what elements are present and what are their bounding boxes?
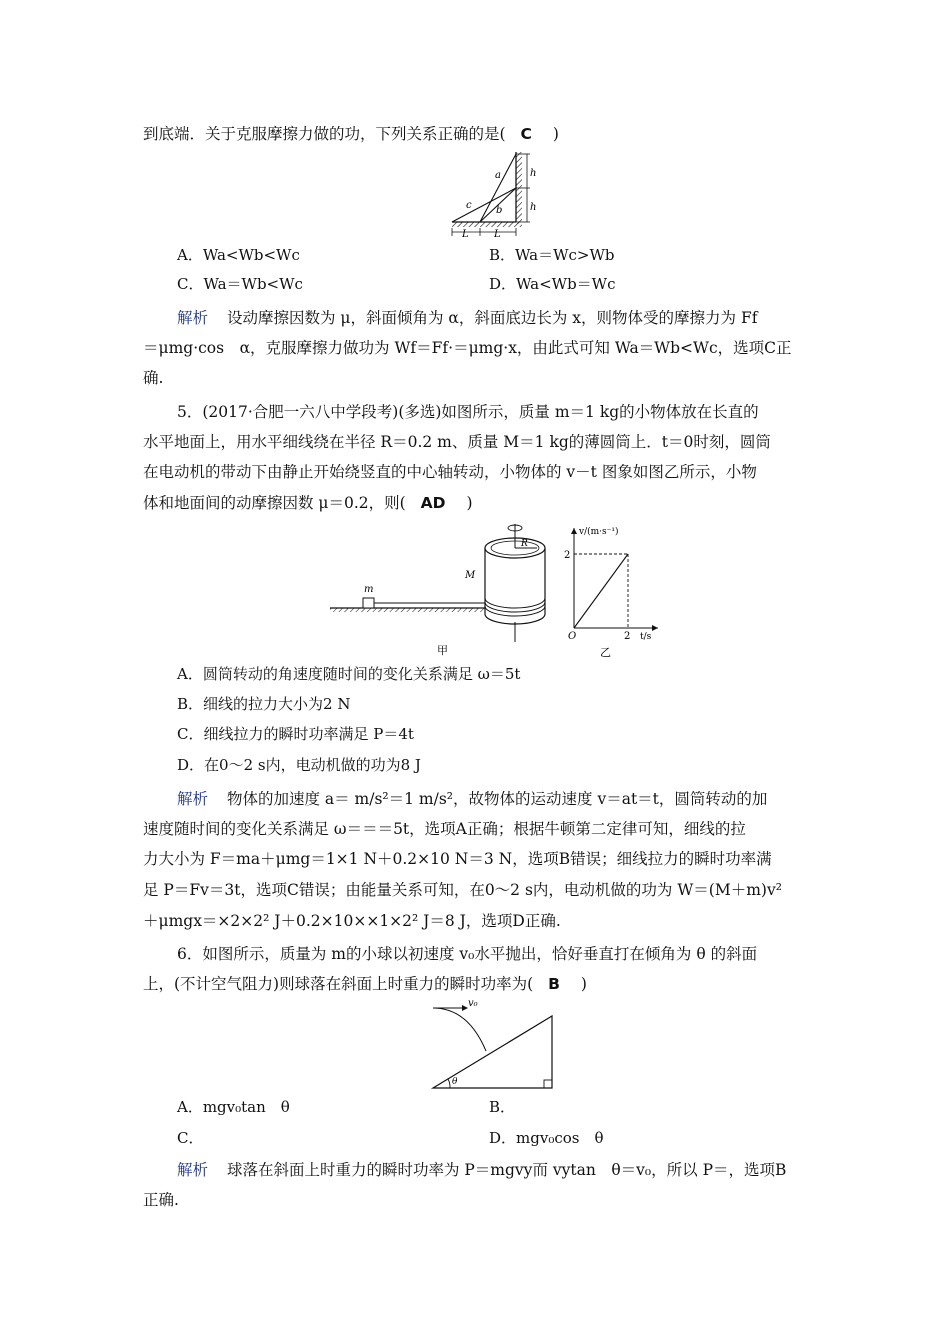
q4-option-c: C．Wa＝Wb<Wc <box>177 275 303 293</box>
q5-stem-text-4: 体和地面间的动摩擦因数 μ＝0.2，则( <box>143 494 406 512</box>
q5-jiexi-line-4: 足 P＝Fv＝3t，选项C错误；由能量关系可知，在0～2 s内，电动机做的功为 W＝(M＋m)v² <box>143 881 782 899</box>
q4-stem-text: 到底端．关于克服摩擦力做的功，下列关系正确的是( <box>143 125 506 143</box>
label-L1: L <box>462 229 469 240</box>
t-tick-2: 2 <box>624 631 631 642</box>
q4-jiexi-text-1: 设动摩擦因数为 μ，斜面倾角为 α，斜面底边长为 x，则物体受的摩擦力为 Ff <box>226 309 758 327</box>
q5-option-a: A．圆筒转动的角速度随时间的变化关系满足 ω＝5t <box>177 665 521 683</box>
incline <box>433 1016 552 1088</box>
origin-label: O <box>568 631 577 642</box>
q5-stem-line-1: 5．(2017·合肥一六八中学段考)(多选)如图所示，质量 m＝1 kg的小物体放在长直的 <box>177 403 759 421</box>
q5-answer: AD <box>420 494 446 512</box>
label-b: b <box>496 205 503 216</box>
q6-answer: B <box>548 975 560 993</box>
t-axis-label: t/s <box>640 632 652 642</box>
q5-jiexi-text-1: 物体的加速度 a＝ m/s²＝1 m/s²，故物体的运动速度 v＝at＝t，圆筒转动的加 <box>226 790 768 808</box>
q5-jiexi-line-1 <box>177 789 767 809</box>
label-h2: h <box>530 202 537 213</box>
q4-jiexi-label: 解析 <box>177 309 209 327</box>
small-block <box>363 598 374 608</box>
q5-vt-graph <box>560 522 665 664</box>
q4-answer: C <box>520 125 532 143</box>
q5-option-c: C．细线拉力的瞬时功率满足 P＝4t <box>177 725 414 743</box>
q4-jiexi-line-3: 确. <box>143 369 164 387</box>
q5-stem-line-4 <box>143 493 473 513</box>
v-axis-label: v/(m·s⁻¹) <box>579 527 619 537</box>
q4-incline-figure <box>440 148 550 240</box>
q5-jiexi-line-3: 力大小为 F＝ma＋μmg＝1×1 N＋0.2×10 N＝3 N，选项B错误；细线拉力的瞬时功率满 <box>143 850 772 868</box>
label-M: M <box>465 570 476 581</box>
q6-option-b: B． <box>489 1098 516 1116</box>
ground-hatch <box>452 222 522 227</box>
q6-projectile-figure <box>428 996 558 1091</box>
label-theta: θ <box>452 1077 458 1087</box>
label-R: R <box>521 539 528 549</box>
q6-jiexi-line-2: 正确. <box>143 1191 179 1209</box>
q5-cylinder-figure <box>325 518 555 660</box>
v-tick-2: 2 <box>564 550 571 561</box>
q5-jiexi-line-5: ＋μmgx＝×2×2² J＋0.2×10××1×2² J＝8 J，选项D正确. <box>143 912 561 930</box>
q5-jiexi-label: 解析 <box>177 790 209 808</box>
vt-line <box>574 554 628 628</box>
q5-option-b: B．细线的拉力大小为2 N <box>177 695 351 713</box>
label-a: a <box>495 170 501 181</box>
q6-option-c: C． <box>177 1129 204 1147</box>
q6-stem-text-2: 上，(不计空气阻力)则球落在斜面上时重力的瞬时功率为( <box>143 975 534 993</box>
q4-close-paren: ) <box>552 125 559 143</box>
q4-jiexi-line-1 <box>177 308 757 328</box>
q4-option-b: B．Wa＝Wc>Wb <box>489 246 615 264</box>
q6-jiexi-text-1: 球落在斜面上时重力的瞬时功率为 P＝mgvy而 vytan θ＝v₀，所以 P＝，选项B <box>226 1161 787 1179</box>
q6-close-paren: ) <box>580 975 587 993</box>
q5-stem-line-2: 水平地面上，用水平细线绕在半径 R＝0.2 m、质量 M＝1 kg的薄圆筒上．t＝0时刻，圆筒 <box>143 433 771 451</box>
q4-stem-end <box>143 124 559 144</box>
q6-option-d: D．mgv₀cos θ <box>489 1129 604 1147</box>
label-L2: L <box>494 229 501 240</box>
q5-jiexi-line-2: 速度随时间的变化关系满足 ω＝＝＝5t，选项A正确；根据牛顿第二定律可知，细线的拉 <box>143 820 746 838</box>
label-m: m <box>364 584 374 595</box>
q4-option-a: A．Wa<Wb<Wc <box>177 246 300 264</box>
q6-jiexi-line-1 <box>177 1160 786 1180</box>
label-h1: h <box>530 168 537 179</box>
q6-stem-line-2 <box>143 974 587 994</box>
slope-c <box>452 188 516 222</box>
q5-stem-line-3: 在电动机的带动下由静止开始绕竖直的中心轴转动，小物体的 v－t 图象如图乙所示，小物 <box>143 463 757 481</box>
trajectory <box>433 1008 486 1051</box>
label-v0: v₀ <box>468 998 478 1009</box>
q6-stem-line-1: 6．如图所示，质量为 m的小球以初速度 v₀水平抛出，恰好垂直打在倾角为 θ 的斜面 <box>177 945 758 963</box>
label-jia: 甲 <box>437 644 448 657</box>
q5-option-d: D．在0～2 s内，电动机做的功为8 J <box>177 756 421 774</box>
label-yi: 乙 <box>600 646 611 659</box>
q6-option-a: A．mgv₀tan θ <box>177 1098 290 1116</box>
q6-jiexi-label: 解析 <box>177 1161 209 1179</box>
q4-option-d: D．Wa<Wb＝Wc <box>489 275 616 293</box>
q5-close-paren: ) <box>466 494 473 512</box>
label-c: c <box>466 200 472 211</box>
q4-jiexi-line-2: ＝μmg·cos α，克服摩擦力做功为 Wf＝Ff·＝μmg·x，由此式可知 Wa＝Wb<Wc，选项C正 <box>143 339 792 357</box>
